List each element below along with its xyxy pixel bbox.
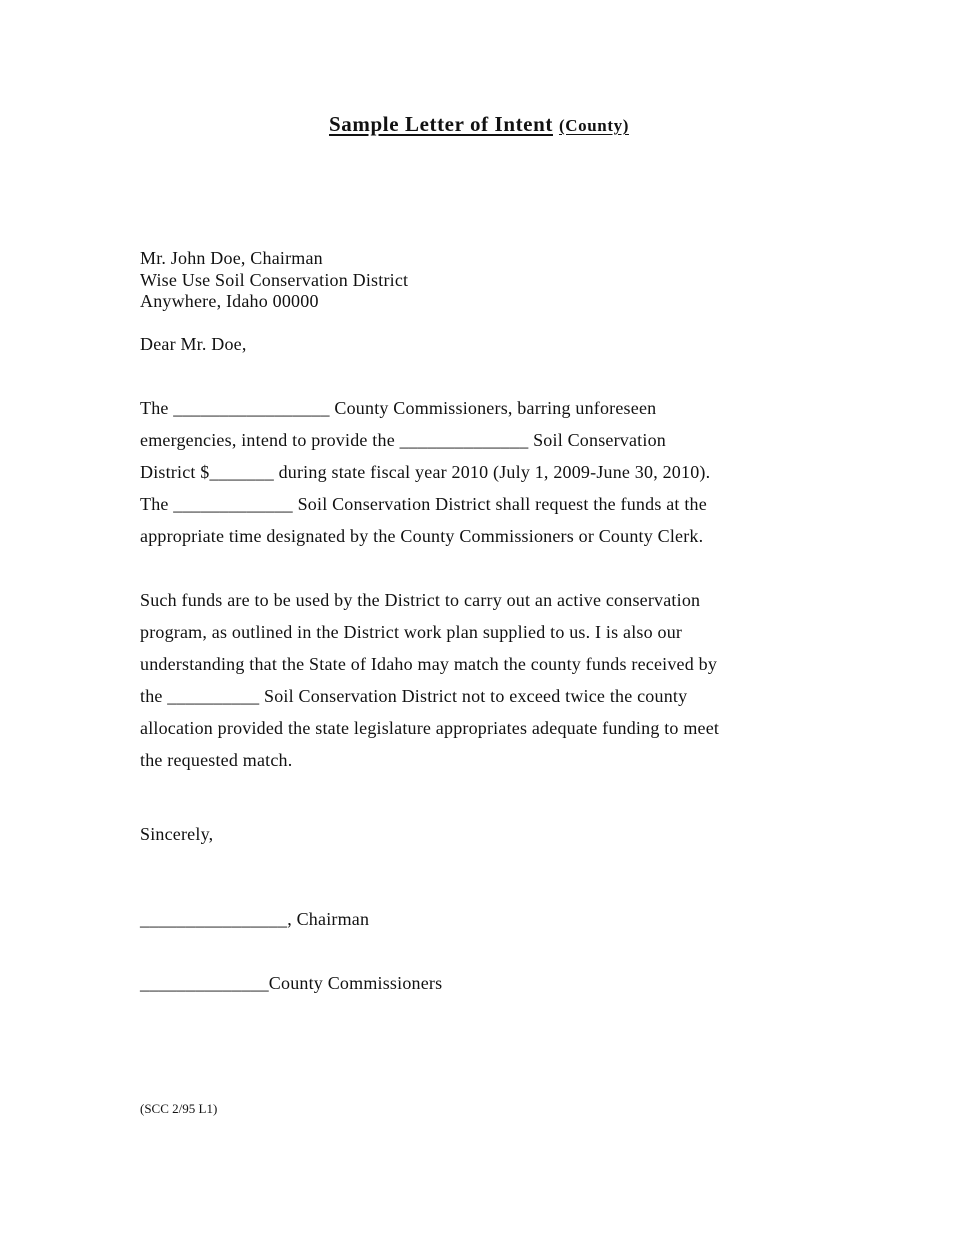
signature-commissioners: ______________County Commissioners (140, 973, 443, 993)
title-suffix: (County) (558, 116, 629, 135)
paragraph-line: the __________ Soil Conservation District not to exceed twice the county (140, 686, 688, 706)
recipient-name: Mr. John Doe, Chairman (140, 248, 323, 268)
paragraph-line: program, as outlined in the District work plan supplied to us. I is also our (140, 622, 683, 642)
paragraph-line: appropriate time designated by the County Commissioners or County Clerk. (140, 526, 704, 546)
paragraph-funds-usage (140, 584, 719, 776)
closing: Sincerely, (140, 824, 214, 844)
recipient-address (140, 248, 408, 313)
paragraph-line: District $_______ during state fiscal year 2010 (July 1, 2009-June 30, 2010). (140, 462, 711, 482)
title-main: Sample Letter of Intent (329, 112, 553, 136)
paragraph-line: emergencies, intend to provide the ______________ Soil Conservation (140, 430, 666, 450)
paragraph-line: The _____________ Soil Conservation District shall request the funds at the (140, 494, 707, 514)
signature-chairman: ________________, Chairman (140, 909, 370, 929)
letter-title (0, 112, 958, 137)
paragraph-line: the requested match. (140, 750, 293, 770)
paragraph-line: The _________________ County Commissioners, barring unforeseen (140, 398, 657, 418)
paragraph-commitment (140, 392, 710, 552)
recipient-organization: Wise Use Soil Conservation District (140, 269, 409, 290)
paragraph-line: understanding that the State of Idaho may match the county funds received by (140, 654, 718, 674)
salutation: Dear Mr. Doe, (140, 334, 247, 354)
paragraph-line: allocation provided the state legislature appropriates adequate funding to meet (140, 718, 720, 738)
recipient-location: Anywhere, Idaho 00000 (140, 291, 319, 311)
paragraph-line: Such funds are to be used by the District to carry out an active conservation (140, 590, 701, 610)
footer-code: (SCC 2/95 L1) (140, 1101, 218, 1116)
